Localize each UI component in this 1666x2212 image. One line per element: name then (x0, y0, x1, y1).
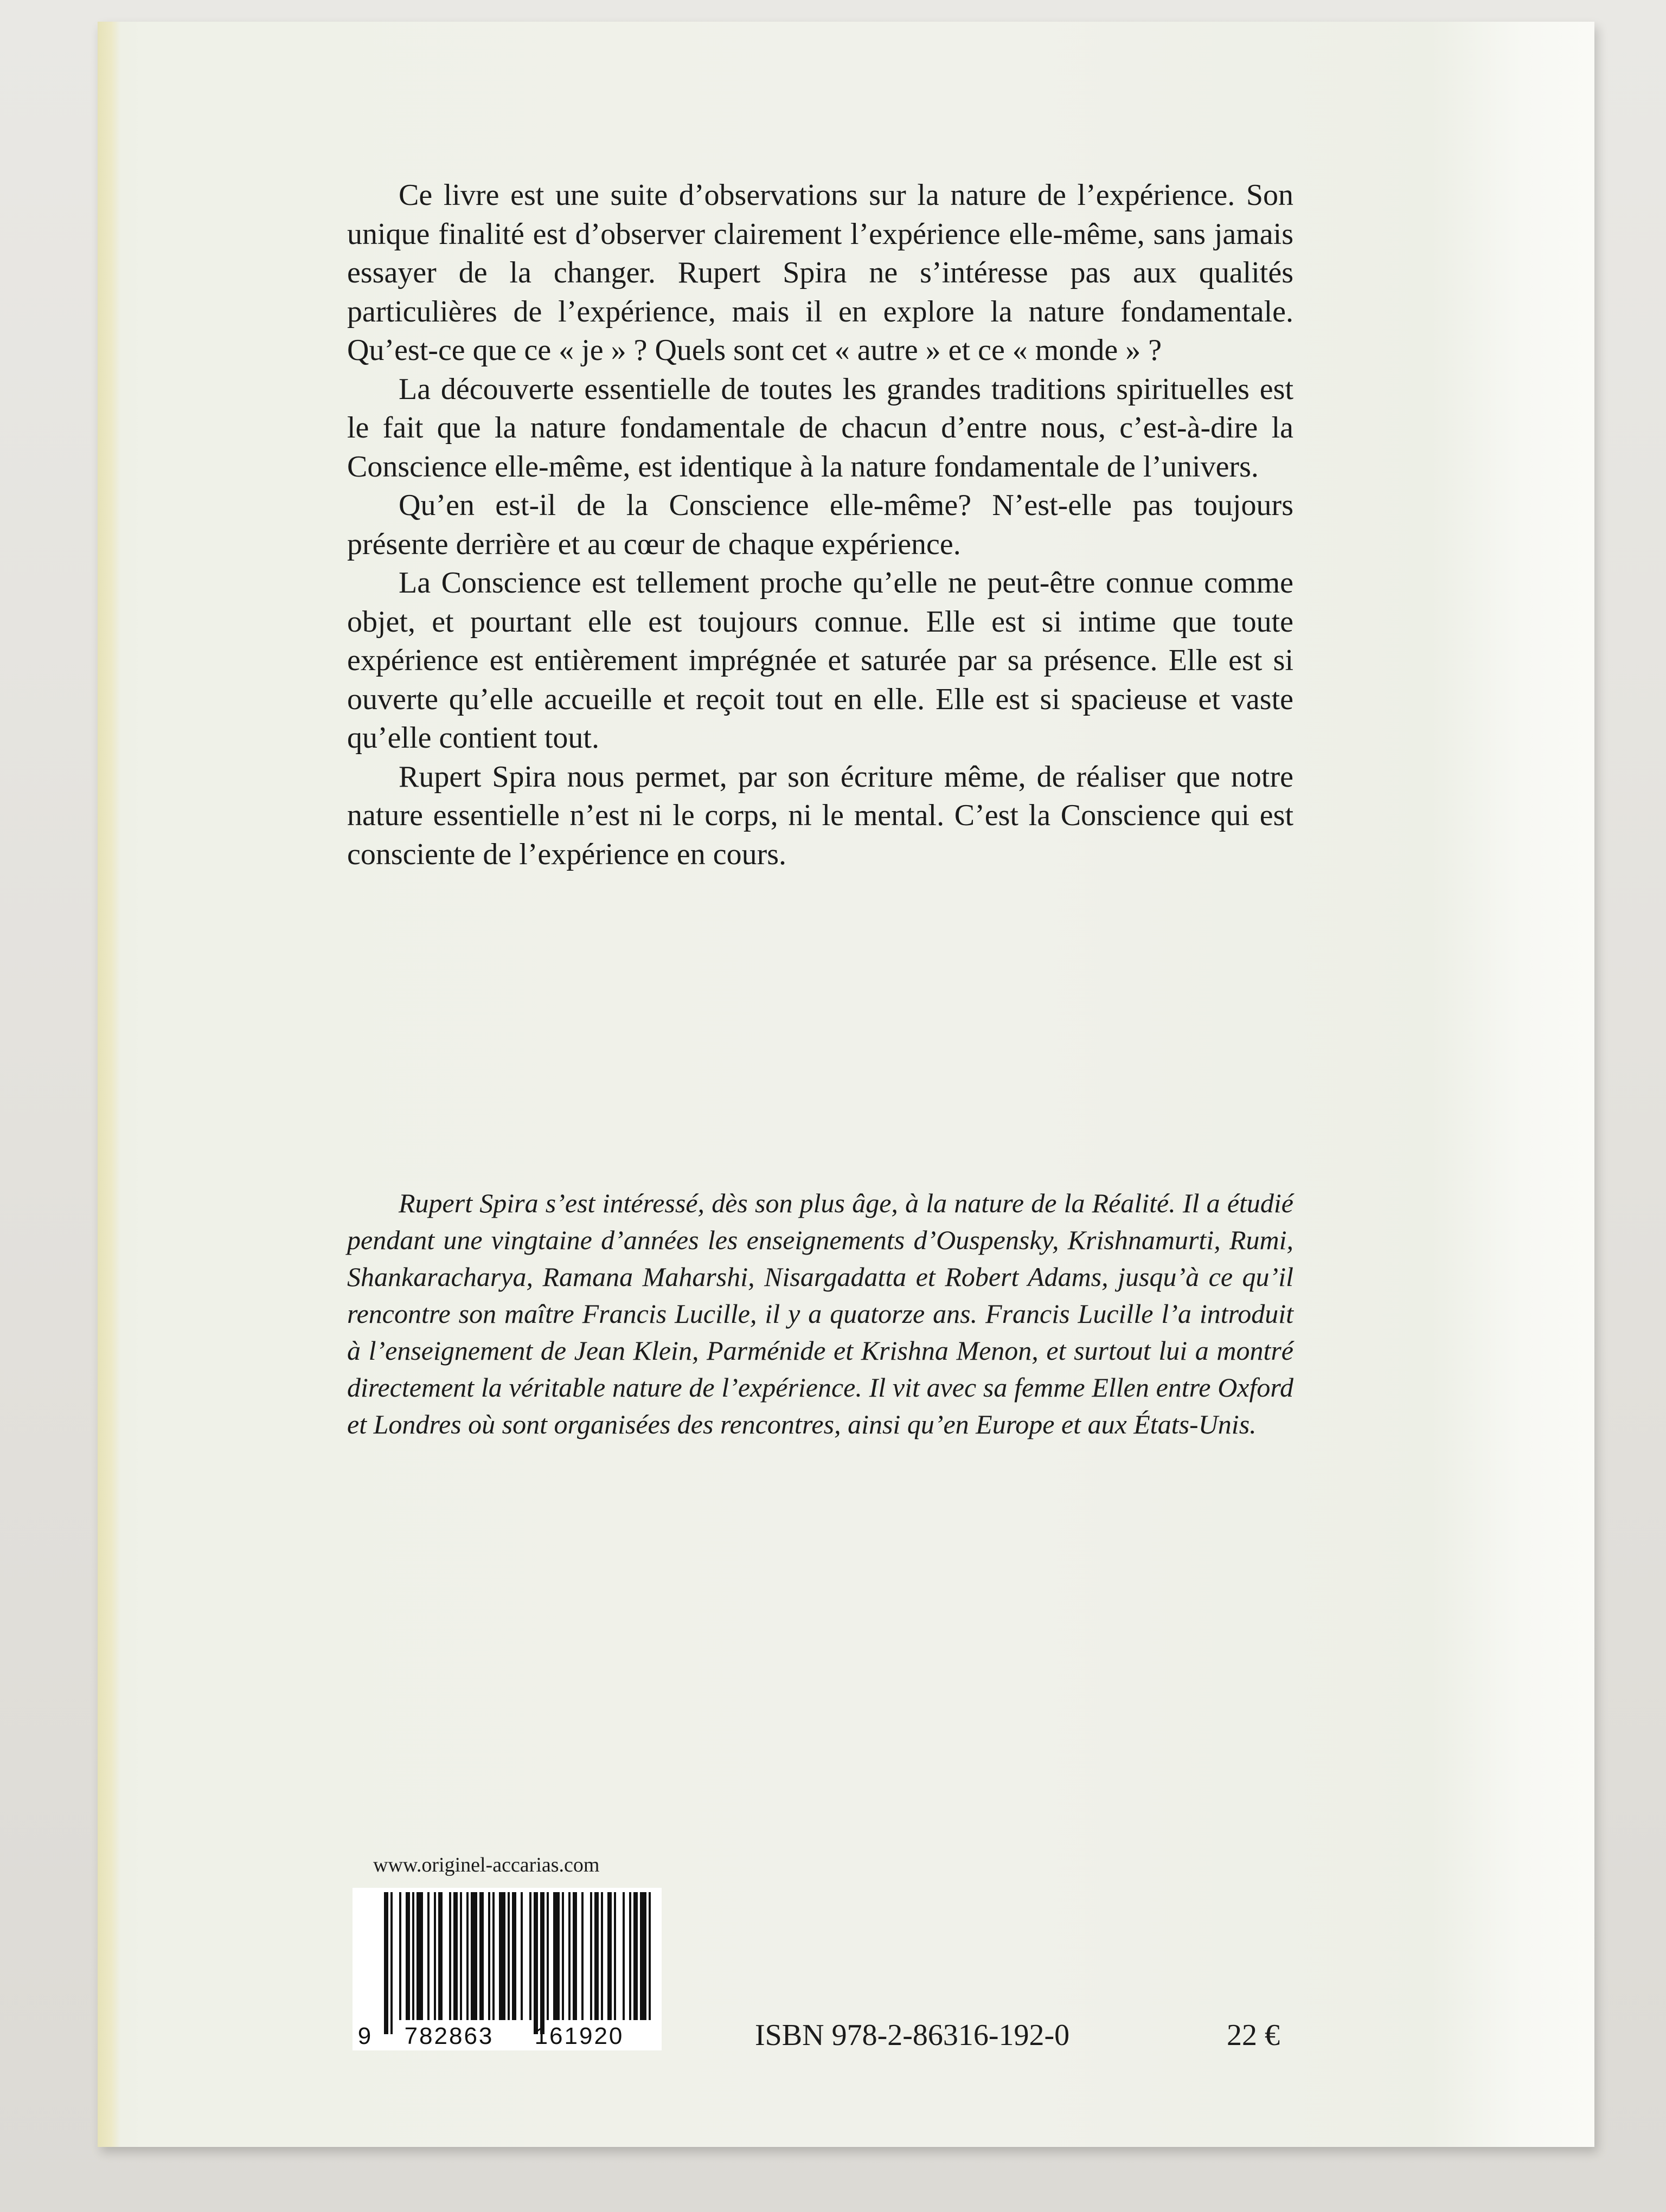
barcode-bar (614, 1892, 616, 2020)
barcode-bar (434, 1892, 436, 2020)
barcode-bar (553, 1892, 560, 2020)
barcode-first-digit: 9 (357, 2023, 371, 2049)
barcode-bar (629, 1892, 631, 2020)
barcode-bar (590, 1892, 592, 2020)
barcode-bar (581, 1892, 584, 2020)
barcode-bar (479, 1892, 484, 2020)
barcode-bar (547, 1892, 549, 2020)
price-label: 22 € (1227, 2018, 1280, 2052)
blurb-paragraph: La Conscience est tellement proche qu’elle ne peut-être connue comme objet, et pourtant elle est toujours connue. Elle est si intime que toute expérience est entièrement imprégnée et saturée par sa présence. Elle est si ouverte qu’elle accueille et reçoit tout en elle. Elle est si spacieuse et vaste qu’elle contient tout. (347, 566, 1293, 755)
barcode-bar (568, 1892, 571, 2020)
barcode-bar (607, 1892, 612, 2020)
barcode-bar (412, 1892, 414, 2020)
barcode-bar (453, 1892, 458, 2020)
barcode-bar (640, 1892, 646, 2020)
barcode-bar (562, 1892, 564, 2020)
blurb-paragraph: Ce livre est une suite d’observations sur la nature de l’expérience. Son unique finalité est d’observer clairement l’expérience elle-même, sans jamais essayer de la changer. Rupert Spira ne s’intéresse pas aux qualités particulières de l’expérience, mais il en explore la nature fondamentale. Qu’est-ce que ce « je » ? Quels sont cet « autre » et ce « monde » ? (347, 178, 1293, 367)
barcode-bar (460, 1892, 462, 2020)
isbn-number: ISBN 978-2-86316-192-0 (755, 2018, 1070, 2052)
author-bio: Rupert Spira s’est intéressé, dès son plus âge, à la nature de la Réalité. Il a étudié pendant une vingtaine d’années les enseignements d’Ouspensky, Krishnamurti, Rumi, Shankaracharya, Ramana Maharshi, Nisargadatta et Robert Adams, jusqu’à ce qu’il rencontre son maître Francis Lucille, il y a quatorze ans. Francis Lucille l’a introduit à l’enseignement de Jean Klein, Parménide et Krishna Menon, et surtout lui a montré directement la véritable nature de l’expérience. Il vit avec sa femme Ellen entre Oxford et Londres où sont organisées des rencontres, ainsi qu’en Europe et aux États-Unis. (347, 1188, 1293, 1439)
barcode-bar (384, 1892, 388, 2034)
barcode-bar (427, 1892, 430, 2020)
book-spine-edge (98, 22, 120, 2147)
barcode-bar (529, 1892, 531, 2020)
barcode-bar (449, 1892, 451, 2020)
barcode-bar (649, 1892, 651, 2020)
barcode-bar (406, 1892, 410, 2020)
barcode-bar (471, 1892, 477, 2020)
blurb-text (347, 176, 1293, 874)
barcode-right-digits: 161920 (534, 2023, 624, 2049)
barcode-bar (416, 1892, 423, 2020)
barcode-bar (540, 1892, 544, 2034)
barcode-bar (512, 1892, 516, 2020)
barcode-bar (521, 1892, 523, 2020)
barcode-bar (492, 1892, 495, 2020)
barcode-bar (438, 1892, 443, 2020)
barcode-bar (623, 1892, 625, 2020)
barcode-bar (534, 1892, 538, 2034)
barcode-bar (499, 1892, 505, 2020)
cover-highlight (1432, 22, 1594, 2147)
publisher-website: www.originel-accarias.com (373, 1854, 600, 1876)
barcode-bar (508, 1892, 510, 2020)
barcode-bar (594, 1892, 599, 2020)
barcode-bar (633, 1892, 638, 2020)
blurb-paragraph: Rupert Spira nous permet, par son écriture même, de réaliser que notre nature essentielle n’est ni le corps, ni le mental. C’est la Conscience qui est consciente de l’expérience en cours. (347, 760, 1293, 871)
ean-barcode (353, 1888, 662, 2050)
barcode-bar (466, 1892, 469, 2020)
blurb-paragraph: La découverte essentielle de toutes les grandes traditions spirituelles est le fait que la nature fondamentale de chacun d’entre nous, c’est-à-dire la Conscience elle-même, est identique à la nature fondamentale de l’univers. (347, 372, 1293, 484)
barcode-bar (399, 1892, 401, 2020)
barcode-bar (390, 1892, 393, 2034)
barcode-left-digits: 782863 (404, 2023, 494, 2049)
barcode-bar (488, 1892, 490, 2020)
barcode-bar (573, 1892, 577, 2020)
blurb-paragraph: Qu’en est-il de la Conscience elle-même? N’est-elle pas toujours présente derrière et au cœur de chaque expérience. (347, 488, 1293, 561)
barcode-bar (601, 1892, 603, 2020)
